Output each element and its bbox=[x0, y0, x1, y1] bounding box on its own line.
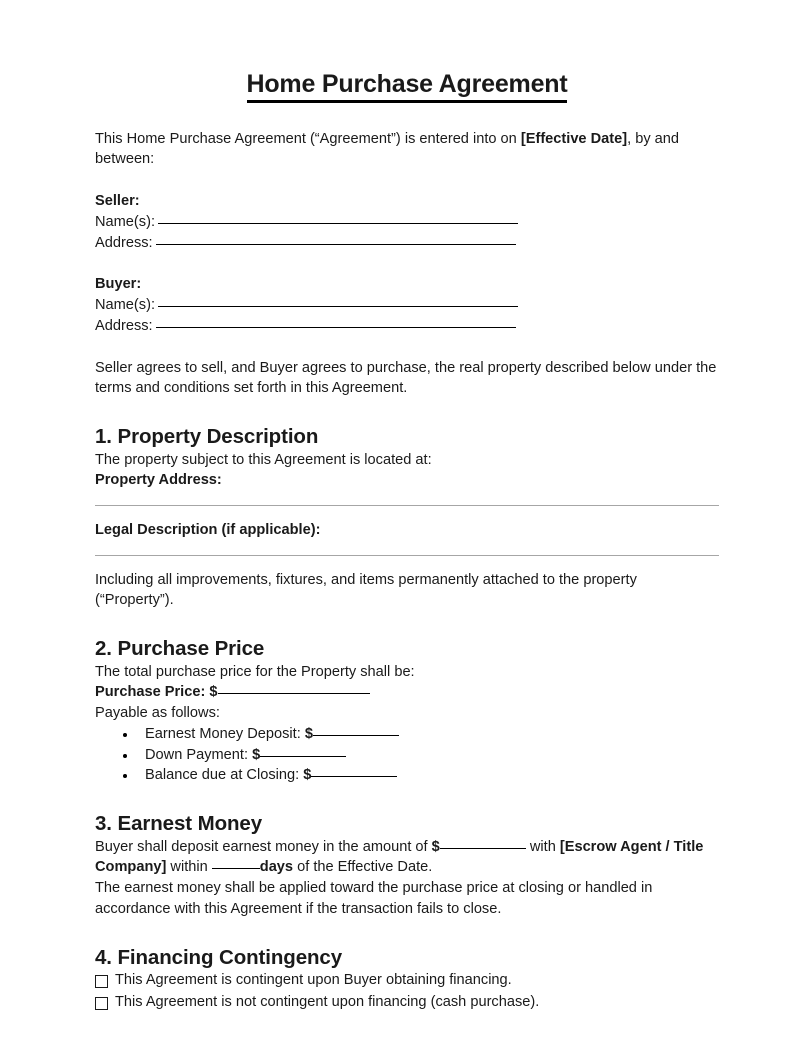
spacer bbox=[95, 920, 719, 946]
seller-address-input[interactable] bbox=[156, 244, 516, 245]
seller-heading: Seller: bbox=[95, 193, 140, 210]
purchase-price-label: Purchase Price: $ bbox=[95, 684, 218, 701]
seller-name-input[interactable] bbox=[158, 223, 518, 224]
earnest-text-d: of the Effective Date. bbox=[293, 859, 433, 876]
down-payment-input[interactable] bbox=[260, 756, 346, 757]
down-payment-label: Down Payment: bbox=[145, 746, 253, 763]
seller-name-row bbox=[95, 212, 719, 233]
list-item bbox=[95, 765, 719, 786]
spacer bbox=[95, 253, 719, 274]
spacer bbox=[95, 786, 719, 812]
section-heading-property-description: 1. Property Description bbox=[95, 424, 319, 448]
currency-symbol: $ bbox=[303, 767, 312, 784]
checkbox-icon[interactable] bbox=[95, 975, 108, 988]
spacer bbox=[95, 399, 719, 425]
buyer-heading: Buyer: bbox=[95, 276, 142, 293]
spacer bbox=[95, 337, 719, 358]
buyer-name-input[interactable] bbox=[158, 306, 518, 307]
earnest-text-b: with bbox=[525, 838, 560, 855]
balance-due-label: Balance due at Closing: bbox=[145, 767, 304, 784]
purchase-price-intro: The total purchase price for the Property shall be: bbox=[95, 663, 415, 680]
earnest-amount-input[interactable] bbox=[440, 848, 526, 849]
spacer bbox=[95, 541, 719, 555]
financing-option-not-contingent-label: This Agreement is not contingent upon financing (cash purchase). bbox=[115, 993, 540, 1010]
spacer bbox=[95, 556, 719, 570]
spacer bbox=[95, 611, 719, 637]
seller-address-label: Address: bbox=[95, 234, 153, 251]
seller-name-label: Name(s): bbox=[95, 213, 155, 230]
legal-description-label: Legal Description (if applicable): bbox=[95, 521, 321, 538]
earnest-text-c: within bbox=[166, 859, 212, 876]
spacer bbox=[95, 170, 719, 191]
earnest-text-a: Buyer shall deposit earnest money in the amount of bbox=[95, 838, 432, 855]
purchase-price-row bbox=[95, 682, 719, 703]
section-heading-purchase-price: 2. Purchase Price bbox=[95, 637, 265, 661]
earnest-money-deposit-input[interactable] bbox=[313, 735, 399, 736]
intro-text-part1: This Home Purchase Agreement (“Agreement”) is entered into on bbox=[95, 130, 521, 147]
buyer-address-input[interactable] bbox=[156, 327, 516, 328]
buyer-address-label: Address: bbox=[95, 317, 153, 334]
currency-symbol: $ bbox=[252, 746, 261, 763]
seller-address-row bbox=[95, 233, 719, 254]
escrow-agent-placeholder: [Escrow Agent / Title Company] bbox=[95, 838, 704, 876]
list-item bbox=[95, 724, 719, 745]
purchase-price-input[interactable] bbox=[218, 693, 370, 694]
earnest-money-deposit-label: Earnest Money Deposit: bbox=[145, 725, 305, 742]
payable-as-follows-label: Payable as follows: bbox=[95, 705, 220, 722]
section-heading-financing-contingency: 4. Financing Contingency bbox=[95, 945, 343, 969]
payment-breakdown-list bbox=[95, 724, 719, 786]
days-label: days bbox=[259, 859, 294, 876]
intro-text-part2: , by and between: bbox=[95, 130, 680, 168]
page-title bbox=[95, 70, 719, 103]
property-closing-text: Including all improvements, fixtures, and items permanently attached to the property (“Property”). bbox=[95, 571, 637, 609]
intro-paragraph bbox=[95, 129, 719, 170]
financing-option-contingent[interactable] bbox=[95, 970, 719, 992]
property-address-label: Property Address: bbox=[95, 472, 222, 489]
earnest-money-deposit-paragraph bbox=[95, 837, 719, 878]
currency-symbol: $ bbox=[304, 725, 313, 742]
spacer bbox=[95, 506, 719, 520]
list-item bbox=[95, 745, 719, 766]
buyer-address-row bbox=[95, 316, 719, 337]
page-title-text: Home Purchase Agreement bbox=[247, 70, 568, 103]
buyer-name-row bbox=[95, 295, 719, 316]
buyer-name-label: Name(s): bbox=[95, 297, 155, 314]
property-description-intro: The property subject to this Agreement is located at: bbox=[95, 451, 432, 468]
financing-option-contingent-label: This Agreement is contingent upon Buyer obtaining financing. bbox=[115, 972, 512, 989]
spacer bbox=[95, 491, 719, 505]
section-heading-earnest-money: 3. Earnest Money bbox=[95, 812, 263, 836]
effective-date-placeholder: [Effective Date] bbox=[520, 130, 628, 147]
balance-due-input[interactable] bbox=[311, 776, 397, 777]
agreement-statement: Seller agrees to sell, and Buyer agrees to purchase, the real property described below under the terms and conditions set forth in this Agreement. bbox=[95, 359, 717, 397]
checkbox-icon[interactable] bbox=[95, 997, 108, 1010]
days-input[interactable] bbox=[212, 868, 260, 869]
financing-option-not-contingent[interactable] bbox=[95, 992, 719, 1014]
document-content bbox=[95, 70, 719, 1014]
earnest-money-application-paragraph: The earnest money shall be applied toward the purchase price at closing or handled in accordance with this Agreement if the transaction fails to close. bbox=[95, 880, 653, 917]
currency-symbol: $ bbox=[431, 838, 440, 855]
